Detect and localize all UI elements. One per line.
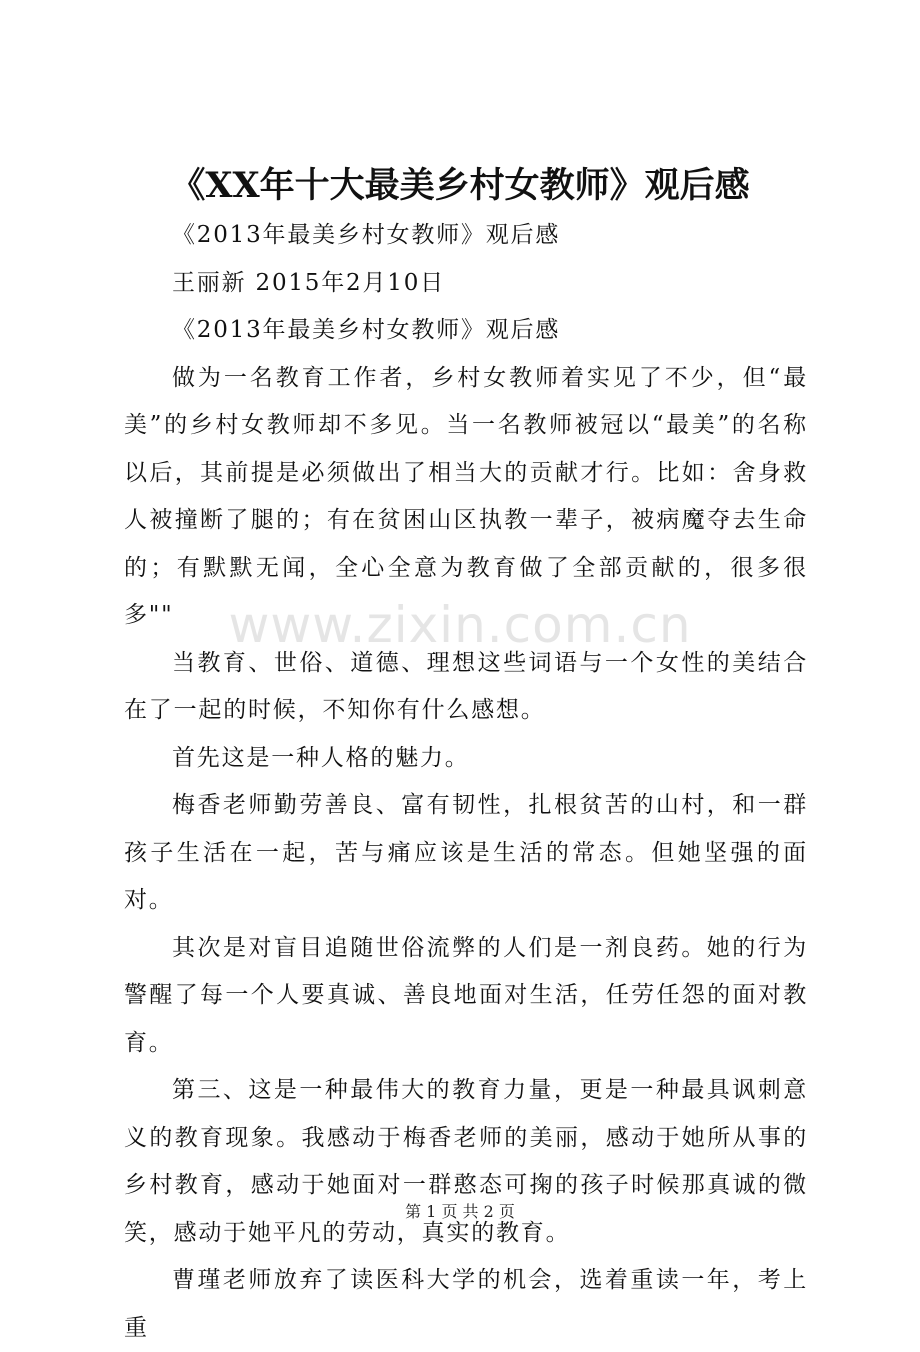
document-title: 《XX年十大最美乡村女教师》观后感 [170,165,750,206]
paragraph: 其次是对盲目追随世俗流弊的人们是一剂良药。她的行为警醒了每一个人要真诚、善良地面对生活，任劳任怨的面对教育。 [124,934,808,1056]
paragraph: 当教育、世俗、道德、理想这些词语与一个女性的美结合在了一起的时候，不知你有什么感想。 [124,649,808,723]
paragraph: 首先这是一种人格的魅力。 [172,744,470,771]
paragraph-subtitle: 《2013年最美乡村女教师》观后感 [172,222,561,248]
paragraph: 做为一名教育工作者，乡村女教师着实见了不少，但“最美”的乡村女教师却不多见。当一名教师被冠以“最美”的名称以后，其前提是必须做出了相当大的贡献才行。比如：舍身救人被撞断了腿的；有在贫困山区执教一辈子，被病魔夺去生命的；有默默无闻，全心全意为教育做了全部贡献的，很多很多"" [124,364,808,628]
watermark: www.zixin.com.cn [228,596,692,654]
page-footer: 第 1 页 共 2 页 [405,1202,515,1221]
paragraph-author-date: 王丽新 2015年2月10日 [172,269,445,296]
paragraph: 第三、这是一种最伟大的教育力量，更是一种最具讽刺意义的教育现象。我感动于梅香老师的美丽，感动于她所从事的乡村教育，感动于她面对一群憨态可掬的孩子时候那真诚的微笑，感动于她平凡的劳动，真实的教育。 [124,1077,808,1246]
paragraph: 梅香老师勤劳善良、富有韧性，扎根贫苦的山村，和一群孩子生活在一起，苦与痛应该是生活的常态。但她坚强的面对。 [124,792,808,913]
paragraph-subtitle-repeat: 《2013年最美乡村女教师》观后感 [172,317,561,343]
paragraph: 曹瑾老师放弃了读医科大学的机会，选着重读一年，考上重 [124,1267,808,1341]
document-body [124,212,808,1352]
